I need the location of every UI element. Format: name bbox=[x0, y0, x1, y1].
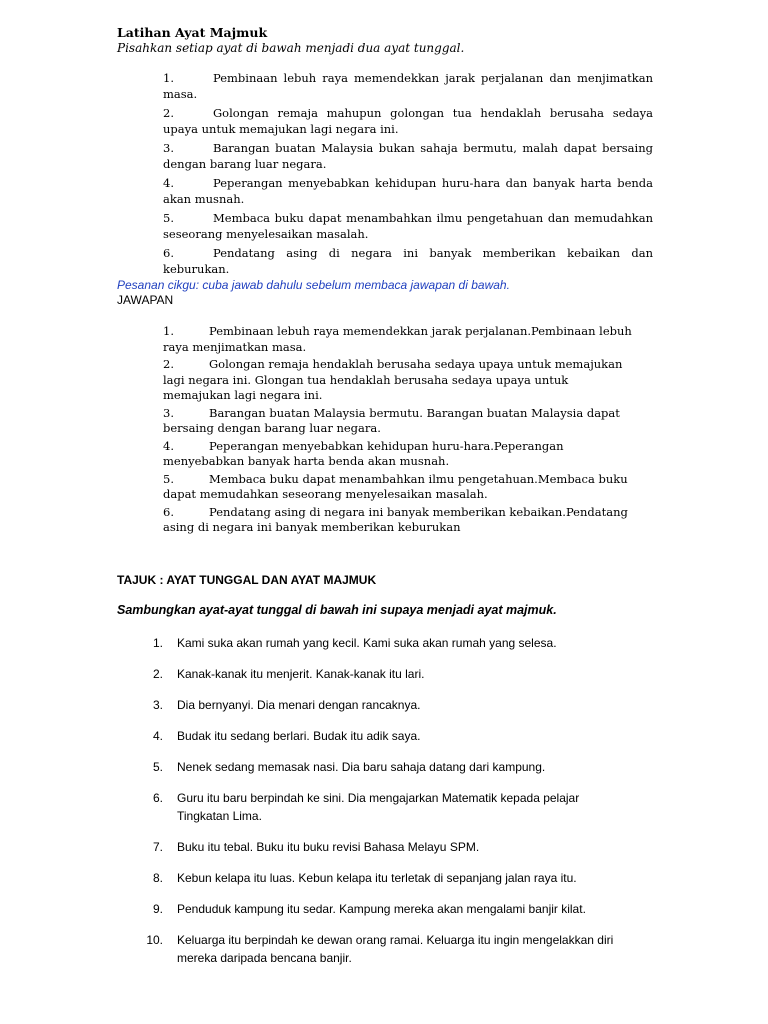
exercise-text: Guru itu baru berpindah ke sini. Dia mengajarkan Matematik kepada pelajar Tingkatan Lima. bbox=[177, 791, 580, 823]
question-number: 3. bbox=[163, 141, 174, 155]
answer-item bbox=[163, 406, 633, 437]
exercise-number: 9. bbox=[152, 902, 163, 916]
exercise-text: Budak itu sedang berlari. Budak itu adik saya. bbox=[177, 729, 421, 743]
answer-text: Barangan buatan Malaysia bermutu. Barangan buatan Malaysia dapat bersaing dengan barang luar negara. bbox=[163, 405, 620, 435]
exercise-number: 1. bbox=[152, 636, 163, 650]
answer-number: 2. bbox=[163, 357, 174, 371]
question-number: 5. bbox=[163, 211, 174, 225]
exercise-text: Buku itu tebal. Buku itu buku revisi Bahasa Melayu SPM. bbox=[177, 840, 480, 854]
answer-item bbox=[163, 357, 633, 404]
exercise-number: 10. bbox=[146, 933, 163, 947]
question-item bbox=[163, 106, 653, 137]
question-text: Membaca buku dapat menambahkan ilmu pengetahuan dan memudahkan seseorang menyelesaikan masalah. bbox=[163, 211, 653, 241]
exercise-item bbox=[133, 696, 653, 714]
teacher-note: Pesanan cikgu: cuba jawab dahulu sebelum membaca jawapan di bawah. bbox=[117, 278, 510, 292]
answer-number: 5. bbox=[163, 471, 174, 486]
exercise-item bbox=[133, 931, 653, 967]
exercise-item bbox=[133, 665, 653, 683]
question-text: Pembinaan lebuh raya memendekkan jarak perjalanan dan menjimatkan masa. bbox=[163, 71, 653, 101]
question-item bbox=[163, 211, 653, 242]
question-text: Barangan buatan Malaysia bukan sahaja bermutu, malah dapat bersaing dengan barang luar negara. bbox=[163, 141, 653, 171]
answers-heading: JAWAPAN bbox=[117, 293, 174, 307]
answer-item bbox=[163, 439, 633, 470]
exercise-number: 2. bbox=[152, 667, 163, 681]
exercise-item bbox=[133, 789, 653, 825]
question-number: 2. bbox=[163, 106, 174, 120]
question-number: 4. bbox=[163, 176, 174, 190]
exercise-text: Nenek sedang memasak nasi. Dia baru sahaja datang dari kampung. bbox=[177, 760, 546, 774]
exercise-number: 7. bbox=[152, 840, 163, 854]
question-text: Pendatang asing di negara ini banyak memberikan kebaikan dan keburukan. bbox=[163, 246, 653, 276]
exercise-item bbox=[133, 900, 653, 918]
answer-text: Peperangan menyebabkan kehidupan huru-hara.Peperangan menyebabkan banyak harta benda akan musnah. bbox=[163, 438, 564, 468]
exercise-item bbox=[133, 727, 653, 745]
section-task: Sambungkan ayat-ayat tunggal di bawah ini supaya menjadi ayat majmuk. bbox=[117, 603, 557, 617]
answer-text: Pendatang asing di negara ini banyak memberikan kebaikan.Pendatang asing di negara ini banyak memberikan keburukan bbox=[163, 504, 628, 534]
exercise-text: Kami suka akan rumah yang kecil. Kami suka akan rumah yang selesa. bbox=[177, 636, 557, 650]
instruction-text: Pisahkan setiap ayat di bawah menjadi dua ayat tunggal. bbox=[117, 41, 465, 55]
answer-number: 4. bbox=[163, 438, 174, 453]
question-item bbox=[163, 141, 653, 172]
exercise-text: Keluarga itu berpindah ke dewan orang ramai. Keluarga itu ingin mengelakkan diri mereka daripada bencana banjir. bbox=[177, 933, 614, 965]
section-topic: TAJUK : AYAT TUNGGAL DAN AYAT MAJMUK bbox=[117, 573, 377, 587]
answer-number: 1. bbox=[163, 324, 174, 338]
answer-number: 3. bbox=[163, 405, 174, 420]
exercise-item bbox=[133, 838, 653, 856]
exercise-text: Penduduk kampung itu sedar. Kampung mereka akan mengalami banjir kilat. bbox=[177, 902, 586, 916]
question-text: Peperangan menyebabkan kehidupan huru-hara dan banyak harta benda akan musnah. bbox=[163, 176, 653, 206]
exercise-text: Kebun kelapa itu luas. Kebun kelapa itu terletak di sepanjang jalan raya itu. bbox=[177, 871, 577, 885]
question-item bbox=[163, 246, 653, 277]
exercise-text: Dia bernyanyi. Dia menari dengan rancaknya. bbox=[177, 698, 421, 712]
question-item bbox=[163, 176, 653, 207]
exercise-number: 5. bbox=[152, 760, 163, 774]
exercise-item bbox=[133, 758, 653, 776]
exercise-number: 3. bbox=[152, 698, 163, 712]
question-number: 1. bbox=[163, 71, 174, 85]
exercise-number: 8. bbox=[152, 871, 163, 885]
exercise-list bbox=[133, 634, 653, 967]
question-text: Golongan remaja mahupun golongan tua hendaklah berusaha sedaya upaya untuk memajukan lagi negara ini. bbox=[163, 106, 653, 136]
question-list bbox=[163, 71, 653, 281]
answer-number: 6. bbox=[163, 504, 174, 519]
exercise-number: 4. bbox=[152, 729, 163, 743]
answer-text: Pembinaan lebuh raya memendekkan jarak perjalanan.Pembinaan lebuh raya menjimatkan masa. bbox=[163, 324, 632, 354]
exercise-number: 6. bbox=[152, 791, 163, 805]
exercise-item bbox=[133, 869, 653, 887]
answer-text: Membaca buku dapat menambahkan ilmu pengetahuan.Membaca buku dapat memudahkan seseorang menyelesaikan masalah. bbox=[163, 471, 628, 501]
answer-item bbox=[163, 472, 633, 503]
question-number: 6. bbox=[163, 246, 174, 260]
answer-item bbox=[163, 505, 633, 536]
question-item bbox=[163, 71, 653, 102]
exercise-text: Kanak-kanak itu menjerit. Kanak-kanak itu lari. bbox=[177, 667, 425, 681]
answer-list bbox=[163, 324, 633, 538]
answer-item bbox=[163, 324, 633, 355]
document-title: Latihan Ayat Majmuk bbox=[117, 25, 268, 40]
answer-text: Golongan remaja hendaklah berusaha sedaya upaya untuk memajukan lagi negara ini. Glongan tua hendaklah berusaha sedaya upaya untuk memajukan lagi negara ini. bbox=[163, 357, 623, 402]
exercise-item bbox=[133, 634, 653, 652]
